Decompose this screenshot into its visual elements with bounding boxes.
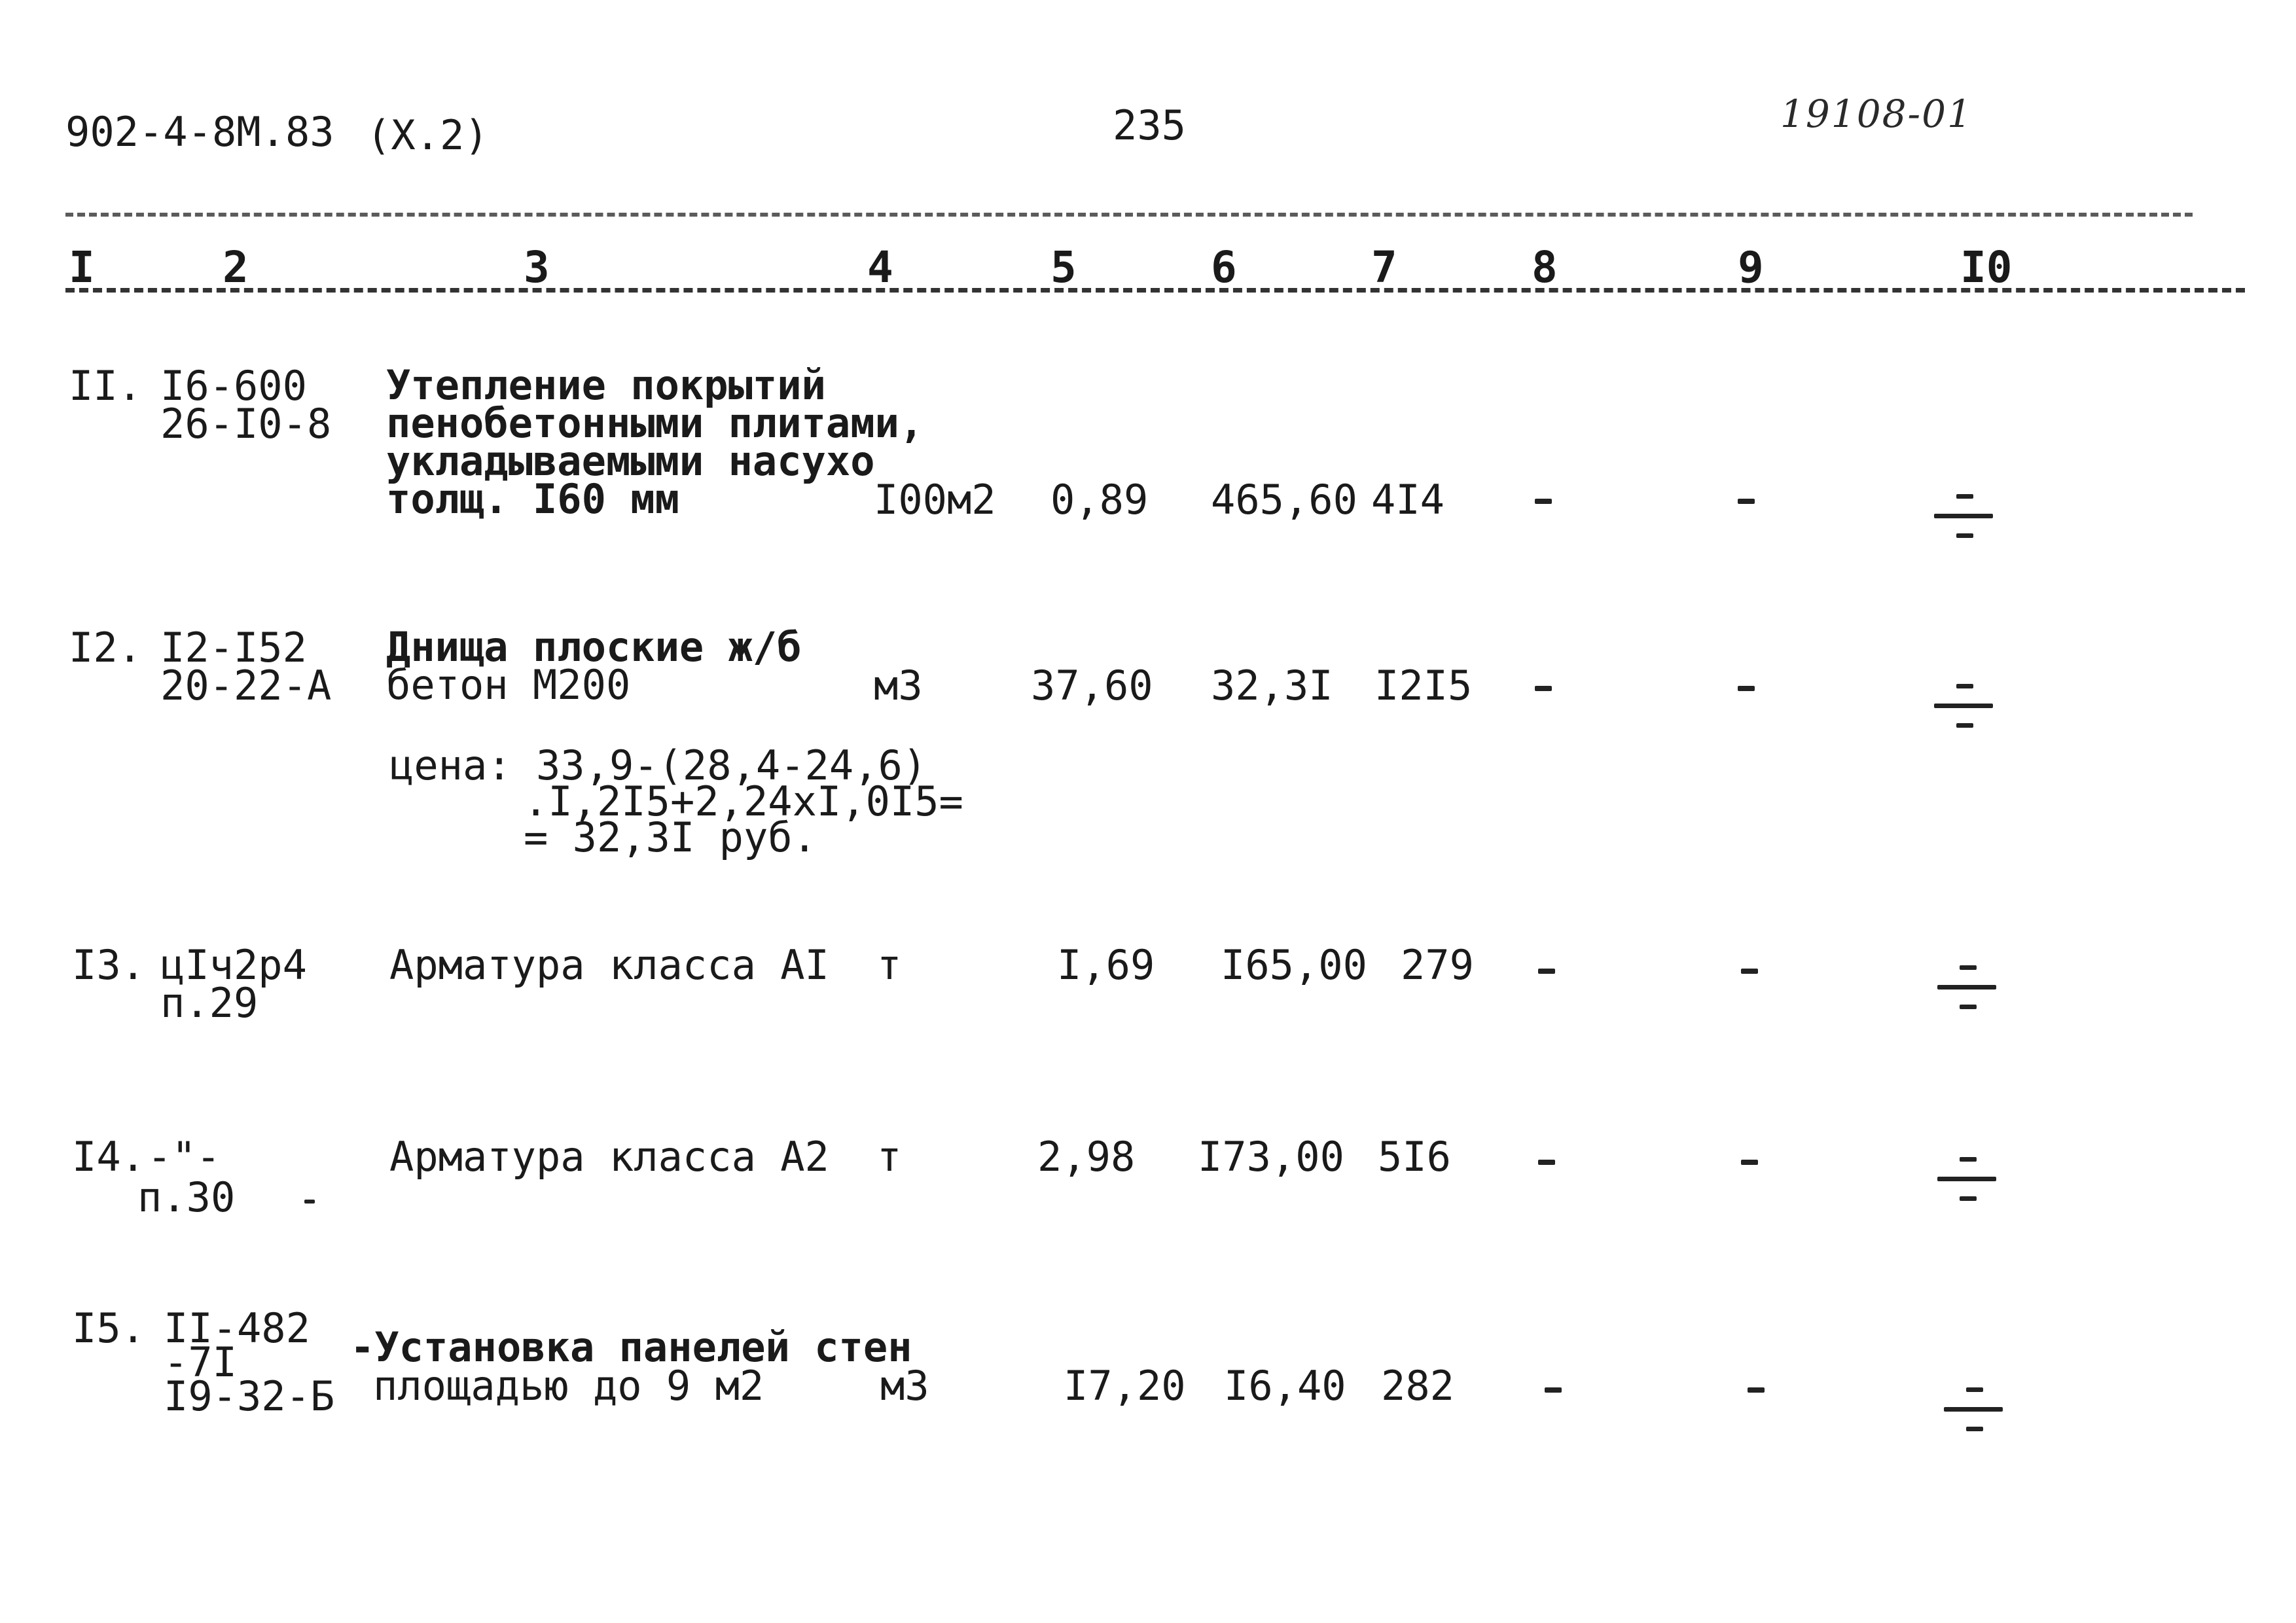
row-description-line: Утепление покрытий — [386, 361, 826, 409]
price-calculation-line: .I,2I5+2,24хI,0I5= — [524, 777, 963, 825]
archive-stamp: 19108-01 — [1780, 92, 1973, 136]
row-total: 5I6 — [1378, 1133, 1451, 1181]
dash-mark — [1538, 969, 1555, 974]
row-description-line: Днища плоские ж/б — [386, 623, 802, 671]
row-description-line: Арматура класса А2 — [389, 1133, 829, 1181]
row-unit-price: 465,60 — [1211, 476, 1357, 524]
row-description-line: площадью до 9 м2 — [373, 1362, 764, 1410]
row-reference-line: цIч2р4 — [160, 941, 307, 989]
dash-mark — [1538, 1160, 1555, 1165]
row-reference-line: п.30 — [137, 1173, 236, 1221]
fraction-dash-mark — [1934, 684, 1993, 743]
row-reference-line: I9-32-Б — [164, 1372, 335, 1420]
fraction-dash-mark — [1937, 1157, 1996, 1216]
row-quantity: 2,98 — [1037, 1133, 1136, 1181]
row-unit: м3 — [874, 662, 923, 709]
dash-mark — [1741, 1160, 1758, 1165]
fraction-dash-mark — [1944, 1387, 2003, 1446]
row-reference-line: п.29 — [160, 979, 259, 1027]
row-total: 279 — [1401, 941, 1474, 989]
row-unit: I00м2 — [874, 476, 996, 524]
fraction-dash-mark — [1937, 965, 1996, 1024]
row-number: II. — [69, 362, 142, 410]
row-reference-line: -"- — [147, 1133, 221, 1181]
row-description-line: бетон М200 — [386, 661, 631, 709]
row-reference-line: -7I — [164, 1338, 237, 1386]
row-reference-line: I6-600 — [160, 362, 307, 410]
column-number-10: I0 — [1960, 242, 2013, 293]
row-description-line: -Установка панелей стен — [350, 1323, 912, 1371]
header-rule-top — [65, 213, 2193, 217]
price-calculation-line: = 32,3I руб. — [524, 813, 817, 861]
row-description-line: толщ. I60 мм — [386, 475, 679, 523]
column-number-7: 7 — [1371, 242, 1397, 293]
row-description-line: укладываемыми насухо — [386, 437, 875, 485]
row-unit-price: I6,40 — [1224, 1362, 1346, 1410]
row-total: 282 — [1381, 1362, 1454, 1410]
column-number-4: 4 — [867, 242, 893, 293]
dash-mark — [1738, 686, 1755, 691]
column-number-2: 2 — [223, 242, 249, 293]
document-part: (Х.2) — [367, 111, 489, 159]
row-total: 4I4 — [1371, 476, 1444, 524]
column-number-9: 9 — [1738, 242, 1764, 293]
row-unit-price: 32,3I — [1211, 662, 1333, 709]
row-reference-line: 20-22-А — [160, 662, 332, 709]
row-unit: м3 — [880, 1362, 929, 1410]
row-reference-line: 26-I0-8 — [160, 400, 332, 448]
column-number-8: 8 — [1532, 242, 1558, 293]
document-code: 902-4-8М.83 — [65, 108, 334, 156]
dash-mark — [1741, 969, 1758, 974]
row-number: I2. — [69, 624, 142, 671]
row-unit-price: I73,00 — [1198, 1133, 1344, 1181]
row-reference-line: I2-I52 — [160, 624, 307, 671]
page-number: 235 — [1113, 101, 1186, 149]
row-unit-price: I65,00 — [1221, 941, 1367, 989]
column-number-6: 6 — [1211, 242, 1237, 293]
row-quantity: 37,60 — [1031, 662, 1153, 709]
dash-mark — [1535, 686, 1552, 691]
dash-mark — [304, 1200, 315, 1204]
column-number-1: I — [69, 242, 95, 293]
row-quantity: I,69 — [1057, 941, 1155, 989]
column-number-5: 5 — [1050, 242, 1077, 293]
header-rule-bottom — [65, 288, 2245, 293]
row-quantity: I7,20 — [1064, 1362, 1186, 1410]
fraction-dash-mark — [1934, 494, 1993, 553]
column-number-3: 3 — [524, 242, 550, 293]
row-number: I3. — [72, 941, 145, 989]
dash-mark — [1738, 499, 1755, 504]
row-quantity: 0,89 — [1050, 476, 1149, 524]
row-description-line: пенобетонными плитами, — [386, 399, 924, 447]
dash-mark — [1545, 1387, 1562, 1393]
row-number: I5. — [72, 1304, 145, 1352]
row-reference-line: II-482 — [164, 1304, 310, 1352]
row-unit: т — [877, 941, 902, 989]
row-total: I2I5 — [1374, 662, 1473, 709]
price-calculation-line: цена: 33,9-(28,4-24,6) — [389, 741, 927, 789]
row-unit: т — [877, 1133, 902, 1181]
row-description-line: Арматура класса АI — [389, 941, 829, 989]
dash-mark — [1748, 1387, 1765, 1393]
row-number: I4. — [72, 1133, 145, 1181]
dash-mark — [1535, 499, 1552, 504]
